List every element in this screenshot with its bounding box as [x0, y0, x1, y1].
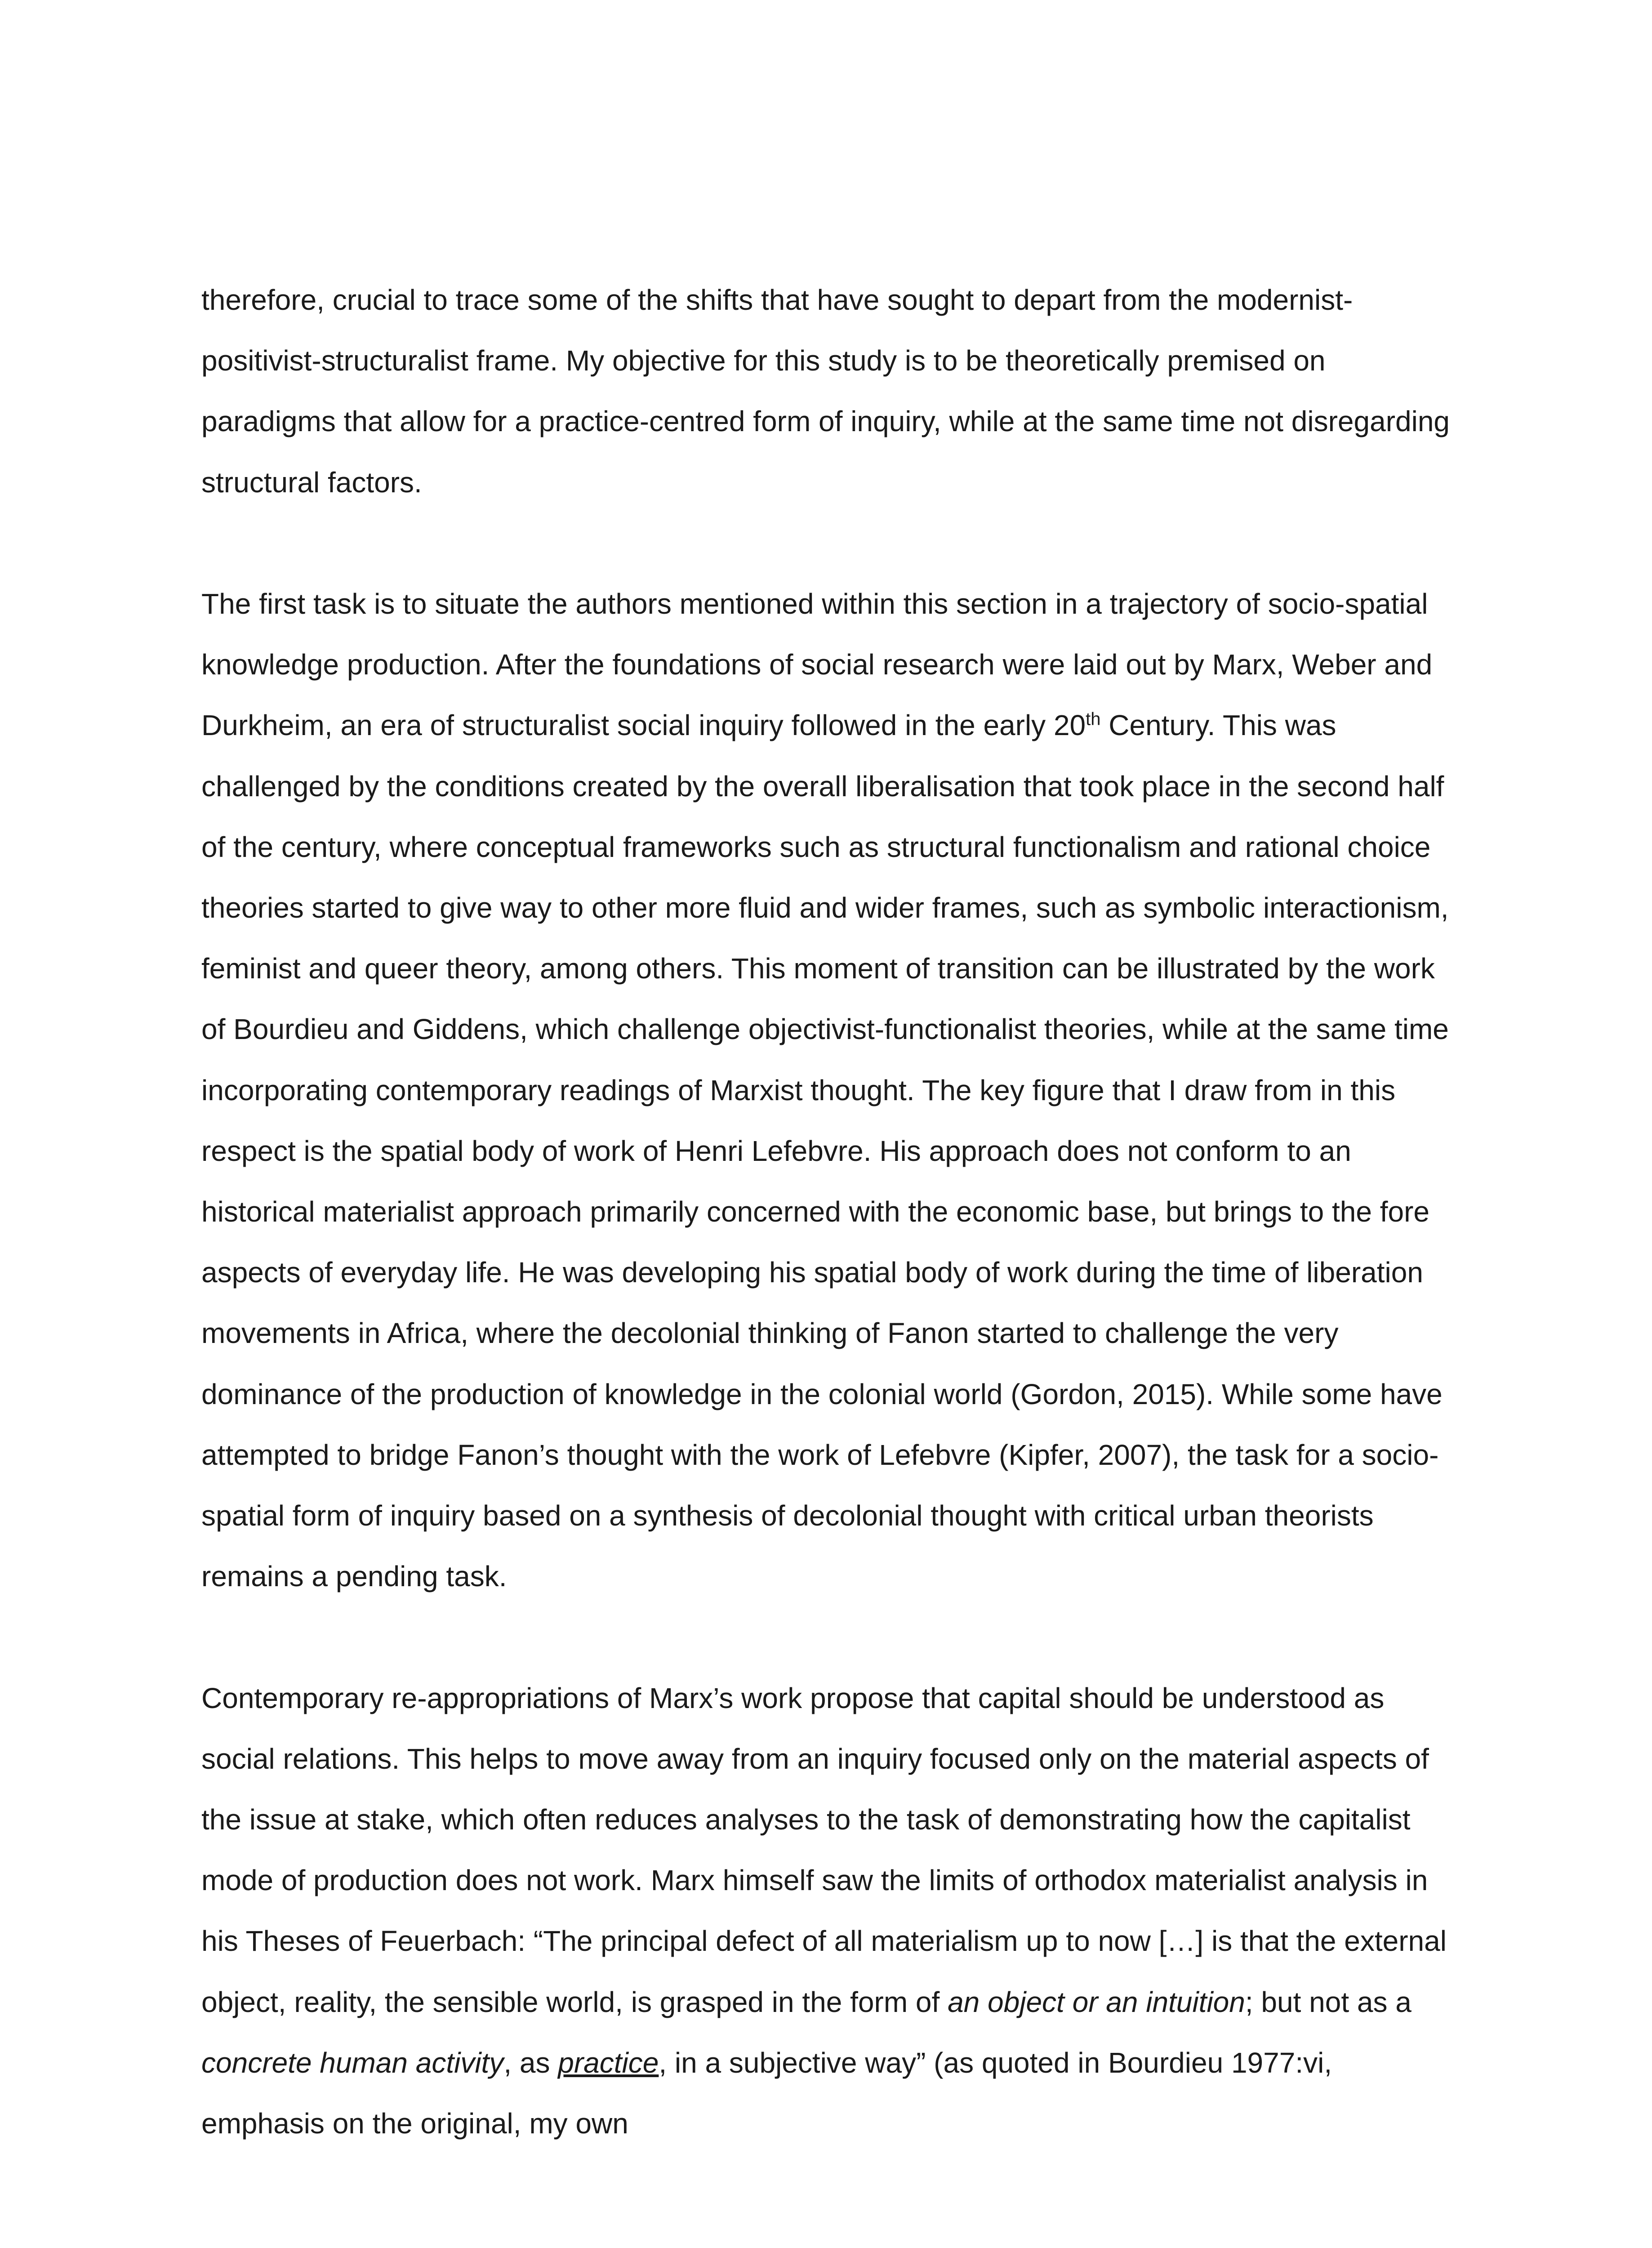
body-text — [201, 270, 1456, 2154]
paragraph-2-text-start: The first task is to situate the authors mentioned within this section in a trajectory of socio-spatial knowledge production. After the foundations of social research were laid out by Marx, Weber and Durkheim, an era of structuralist social inquiry followed in the early 20 — [201, 588, 1433, 742]
paragraph-3-text-3: , as — [503, 2046, 558, 2079]
paragraph-3-text-1: Contemporary re-appropriations of Marx’s work propose that capital should be understood as social relations. This helps to move away from an inquiry focused only on the material aspects of the issue at stake, which often reduces analyses to the task of demonstrating how the capitalist mode of production does not work. Marx himself saw the limits of orthodox materialist analysis in his Theses of Feuerbach: “The principal defect of all materialism up to now […] is that the external object, reality, the sensible world, is grasped in the form of — [201, 1682, 1447, 2018]
paragraph-1 — [201, 270, 1456, 513]
italic-object-intuition: an object or an intuition — [948, 1985, 1245, 2018]
paragraph-2 — [201, 574, 1456, 1607]
italic-concrete-human-activity: concrete human activity — [201, 2046, 504, 2079]
italic-underlined-practice: practice — [558, 2046, 659, 2079]
superscript-th: th — [1086, 709, 1101, 730]
paragraph-3-text-2: ; but not as a — [1245, 1985, 1412, 2018]
paragraph-2-text-end: Century. This was challenged by the conditions created by the overall liberalisation that took place in the second half of the century, where conceptual frameworks such as structural functionalism and rational choice theories started to give way to other more fluid and wider frames, such as symbolic interactionism, feminist and queer theory, among others. This moment of transition can be illustrated by the work of Bourdieu and Giddens, which challenge objectivist-functionalist theories, while at the same time incorporating contemporary readings of Marxist thought. The key figure that I draw from in this respect is the spatial body of work of Henri Lefebvre. His approach does not conform to an historical materialist approach primarily concerned with the economic base, but brings to the fore aspects of everyday life. He was developing his spatial body of work during the time of liberation movements in Africa, where the decolonial thinking of Fanon started to challenge the very dominance of the production of knowledge in the colonial world (Gordon, 2015). While some have attempted to bridge Fanon’s thought with the work of Lefebvre (Kipfer, 2007), the task for a socio-spatial form of inquiry based on a synthesis of decolonial thought with critical urban theorists remains a pending task. — [201, 709, 1449, 1593]
paragraph-3 — [201, 1668, 1456, 2154]
paragraph-1-text: therefore, crucial to trace some of the shifts that have sought to depart from the modernist-positivist-structuralist frame. My objective for this study is to be theoretically premised on paradigms that allow for a practice-centred form of inquiry, while at the same time not disregarding structural factors. — [201, 284, 1450, 499]
paragraph-3-text-4: , in a subjective way” (as quoted in Bourdieu 1977:vi, emphasis on the original, my own — [201, 2046, 1332, 2140]
